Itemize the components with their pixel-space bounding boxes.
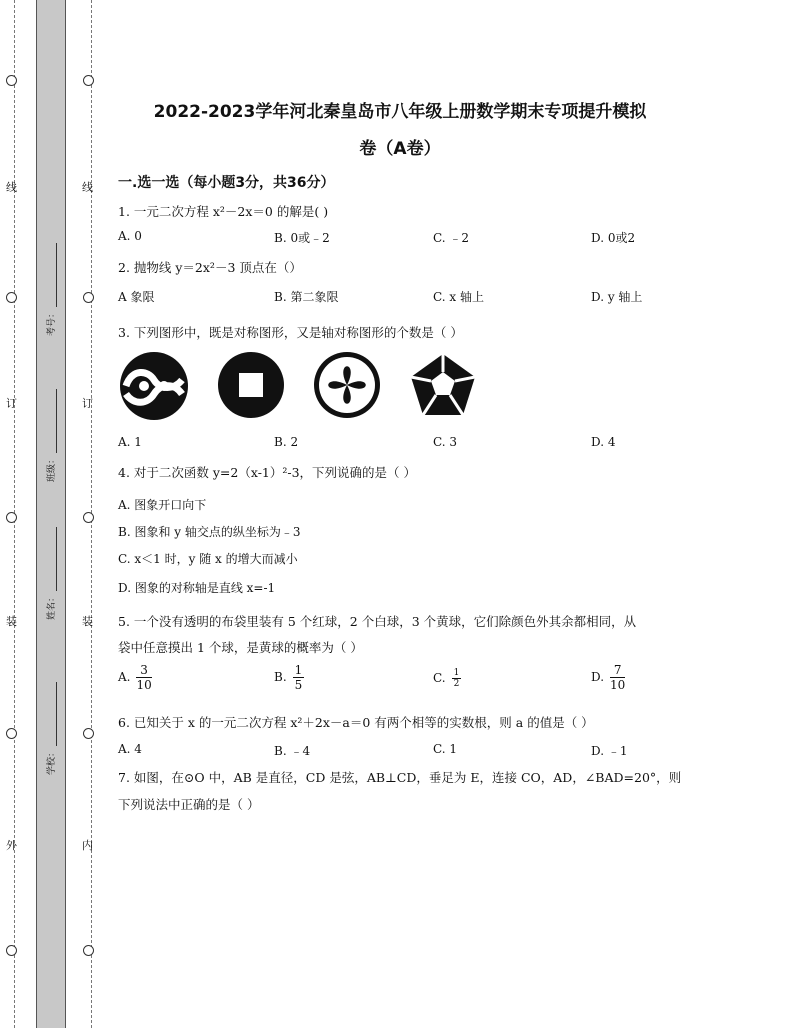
margin-char-line: 线 xyxy=(82,181,93,194)
binding-hole xyxy=(83,512,94,523)
field-label: 姓名： xyxy=(47,592,57,620)
q3-option-b: B. 2 xyxy=(274,435,299,449)
denominator: 5 xyxy=(294,678,303,692)
option-label: B. xyxy=(274,670,287,684)
exam-number-field[interactable] xyxy=(44,243,57,336)
q3-option-a: A. 1 xyxy=(118,435,142,449)
binding-band xyxy=(36,0,66,1028)
question-3: 3. 下列图形中，既是对称图形，又是轴对称图形的个数是（ ） xyxy=(118,325,463,340)
page-title-continued: 卷（A卷） xyxy=(359,139,441,159)
numerator: 1 xyxy=(453,668,460,678)
binding-hole xyxy=(83,945,94,956)
question-5-continued: 袋中任意摸出 1 个球，是黄球的概率为（ ） xyxy=(118,640,363,655)
q4-option-c: C. x＜1 时，y 随 x 的增大而减小 xyxy=(118,552,298,566)
binding-hole xyxy=(6,292,17,303)
denominator: 2 xyxy=(453,679,460,689)
fraction xyxy=(610,663,625,692)
figure-pentagon-flower xyxy=(408,350,478,420)
question-5: 5. 一个没有透明的布袋里装有 5 个红球，2 个白球，3 个黄球，它们除颜色外其余都相同，从 xyxy=(118,614,637,629)
option-label: A. xyxy=(118,670,131,684)
question-1: 1. 一元二次方程 x²－2x＝0 的解是( ) xyxy=(118,204,329,219)
margin-char-zhuang: 装 xyxy=(6,615,17,628)
denominator: 10 xyxy=(136,678,152,692)
question-6: 6. 已知关于 x 的一元二次方程 x²＋2x－a＝0 有两个相等的实数根，则 a 的值是（ ） xyxy=(118,715,594,730)
fraction xyxy=(293,663,305,692)
q6-option-d: D. ﹣1 xyxy=(591,744,628,758)
q5-option-a xyxy=(118,663,152,692)
q5-option-c xyxy=(433,668,461,689)
binding-hole xyxy=(6,75,17,86)
denominator: 10 xyxy=(610,678,626,692)
option-label: C. xyxy=(433,671,446,685)
binding-hole xyxy=(6,728,17,739)
q5-option-d xyxy=(591,663,625,692)
binding-hole xyxy=(83,728,94,739)
numerator: 7 xyxy=(610,663,625,678)
q4-option-d: D. 图象的对称轴是直线 x=-1 xyxy=(118,581,276,595)
q6-option-b: B. ﹣4 xyxy=(274,744,311,758)
binding-hole xyxy=(6,945,17,956)
fraction xyxy=(136,663,151,692)
q2-option-d: D. y 轴上 xyxy=(591,290,643,304)
field-label: 班级： xyxy=(47,454,57,482)
figure-coin-square xyxy=(216,350,286,420)
question-2: 2. 抛物线 y＝2x²－3 顶点在（） xyxy=(118,260,302,275)
q6-option-c: C. 1 xyxy=(433,742,458,756)
margin-char-wai: 外 xyxy=(6,839,17,852)
q1-option-c: C. ﹣2 xyxy=(433,231,470,245)
q6-option-a: A. 4 xyxy=(118,742,142,756)
q1-option-d: D. 0或2 xyxy=(591,231,636,245)
q3-option-c: C. 3 xyxy=(433,435,458,449)
question-7-continued: 下列说法中正确的是（ ） xyxy=(118,797,260,812)
numerator: 3 xyxy=(136,663,151,678)
q3-option-d: D. 4 xyxy=(591,435,616,449)
margin-char-line: 线 xyxy=(6,181,17,194)
margin-char-ding: 订 xyxy=(82,397,93,410)
class-field[interactable] xyxy=(44,389,57,482)
fraction xyxy=(452,668,462,689)
figure-yin-yang-swirl xyxy=(118,350,190,422)
name-field[interactable] xyxy=(44,527,57,620)
school-field[interactable] xyxy=(44,682,57,775)
binding-hole xyxy=(83,292,94,303)
page-title: 2022-2023学年河北秦皇岛市八年级上册数学期末专项提升模拟 xyxy=(153,102,647,122)
numerator: 1 xyxy=(294,663,303,677)
question-4: 4. 对于二次函数 y=2（x-1）²-3，下列说确的是（ ） xyxy=(118,465,417,480)
binding-hole xyxy=(6,512,17,523)
figure-four-petal-circle xyxy=(312,350,382,420)
margin-char-nei: 内 xyxy=(82,839,93,852)
q2-option-c: C. x 轴上 xyxy=(433,290,484,304)
q2-option-b: B. 第二象限 xyxy=(274,290,339,304)
q4-option-a: A. 图象开口向下 xyxy=(118,498,207,512)
q2-option-a: A 象限 xyxy=(118,290,155,304)
section-heading: 一.选一选（每小题3分，共36分） xyxy=(118,175,335,191)
margin-char-ding: 订 xyxy=(6,397,17,410)
q1-option-a: A. 0 xyxy=(118,229,142,243)
q4-option-b: B. 图象和 y 轴交点的纵坐标为﹣3 xyxy=(118,525,301,539)
field-label: 考号： xyxy=(47,308,57,336)
field-label: 学校： xyxy=(47,747,57,775)
margin-char-zhuang: 装 xyxy=(82,615,93,628)
q1-option-b: B. 0或﹣2 xyxy=(274,231,330,245)
q5-option-b xyxy=(274,663,304,692)
option-label: D. xyxy=(591,670,605,684)
binding-hole xyxy=(83,75,94,86)
question-7: 7. 如图，在⊙O 中，AB 是直径，CD 是弦，AB⊥CD，垂足为 E，连接 CO，AD，∠BAD=20°，则 xyxy=(118,770,682,785)
